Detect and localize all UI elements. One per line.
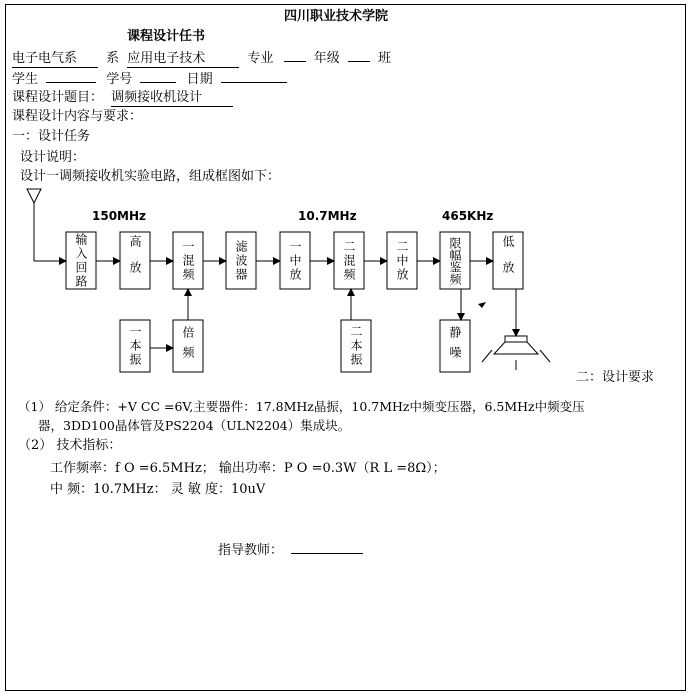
advisor-line [218, 541, 363, 559]
doc-title: 课程设计任书 [127, 29, 206, 44]
req2-line2: 中 频：10.7MHz： 灵 敏 度：10uV [50, 482, 266, 497]
major-field: 应用电子技术 [127, 51, 239, 68]
freq-label-0: 150MHz [92, 209, 147, 223]
student-no-label: 学号 [106, 72, 133, 87]
section1-title: 一：设计任务 [12, 129, 91, 144]
req2-title: （2） 技术指标： [18, 438, 122, 453]
pointer-icon [478, 302, 486, 308]
lo2-label: 二本振 [349, 325, 363, 367]
freq-label-2: 465KHz [442, 209, 494, 223]
filter-label: 滤波器 [234, 239, 248, 282]
antenna-icon [27, 189, 41, 203]
topic-label: 课程设计题目： [12, 90, 104, 105]
lf-amp-label: 低放 [501, 234, 515, 287]
req1-line1: （1） 给定条件：+V CC =6V,主要器件：17.8MHz晶振，10.7MHz中频变压器，6.5MHz中频变压 [18, 399, 585, 414]
school-name: 四川职业技术学院 [284, 9, 389, 24]
if1-label: 一中放 [288, 239, 302, 282]
rf-amp-label: 高放 [128, 234, 142, 287]
freq-label-1: 10.7MHz [298, 209, 357, 223]
lo1-label: 一本振 [128, 325, 142, 367]
advisor-blank [291, 541, 363, 554]
dept-suffix: 系 [106, 51, 120, 66]
section2-title: 二：设计要求 [576, 370, 655, 385]
mixer2-label: 二混频 [342, 239, 356, 282]
dept-field: 电子电气系 [12, 51, 98, 68]
limiter-label: 限幅鉴频 [448, 236, 462, 285]
advisor-label: 指导教师： [218, 543, 284, 558]
speaker-icon [505, 336, 527, 342]
doubler-label: 倍频 [181, 326, 195, 366]
student-label: 学生 [12, 72, 39, 87]
req1-line2: 器，3DD100晶体管及PS2204（ULN2204）集成块。 [38, 418, 351, 433]
content-label: 课程设计内容与要求： [12, 109, 143, 124]
mixer1-label: 一混频 [181, 239, 195, 282]
topic-value: 调频接收机设计 [111, 90, 233, 107]
grade-suffix: 年级 [313, 51, 340, 66]
date-label: 日期 [186, 72, 213, 87]
major-suffix: 专业 [247, 51, 274, 66]
req2-line1: 工作频率：f O =6.5MHz； 输出功率：P O =0.3W（R L =8Ω）； [50, 461, 446, 476]
if2-label: 二中放 [395, 239, 409, 282]
desc-label: 设计说明： [20, 150, 86, 165]
input-circuit-label: 输入回路 [74, 232, 88, 289]
mute-label: 静噪 [448, 326, 462, 366]
desc-text: 设计一调频接收机实验电路，组成框图如下： [20, 169, 281, 184]
class-suffix: 班 [378, 51, 392, 66]
